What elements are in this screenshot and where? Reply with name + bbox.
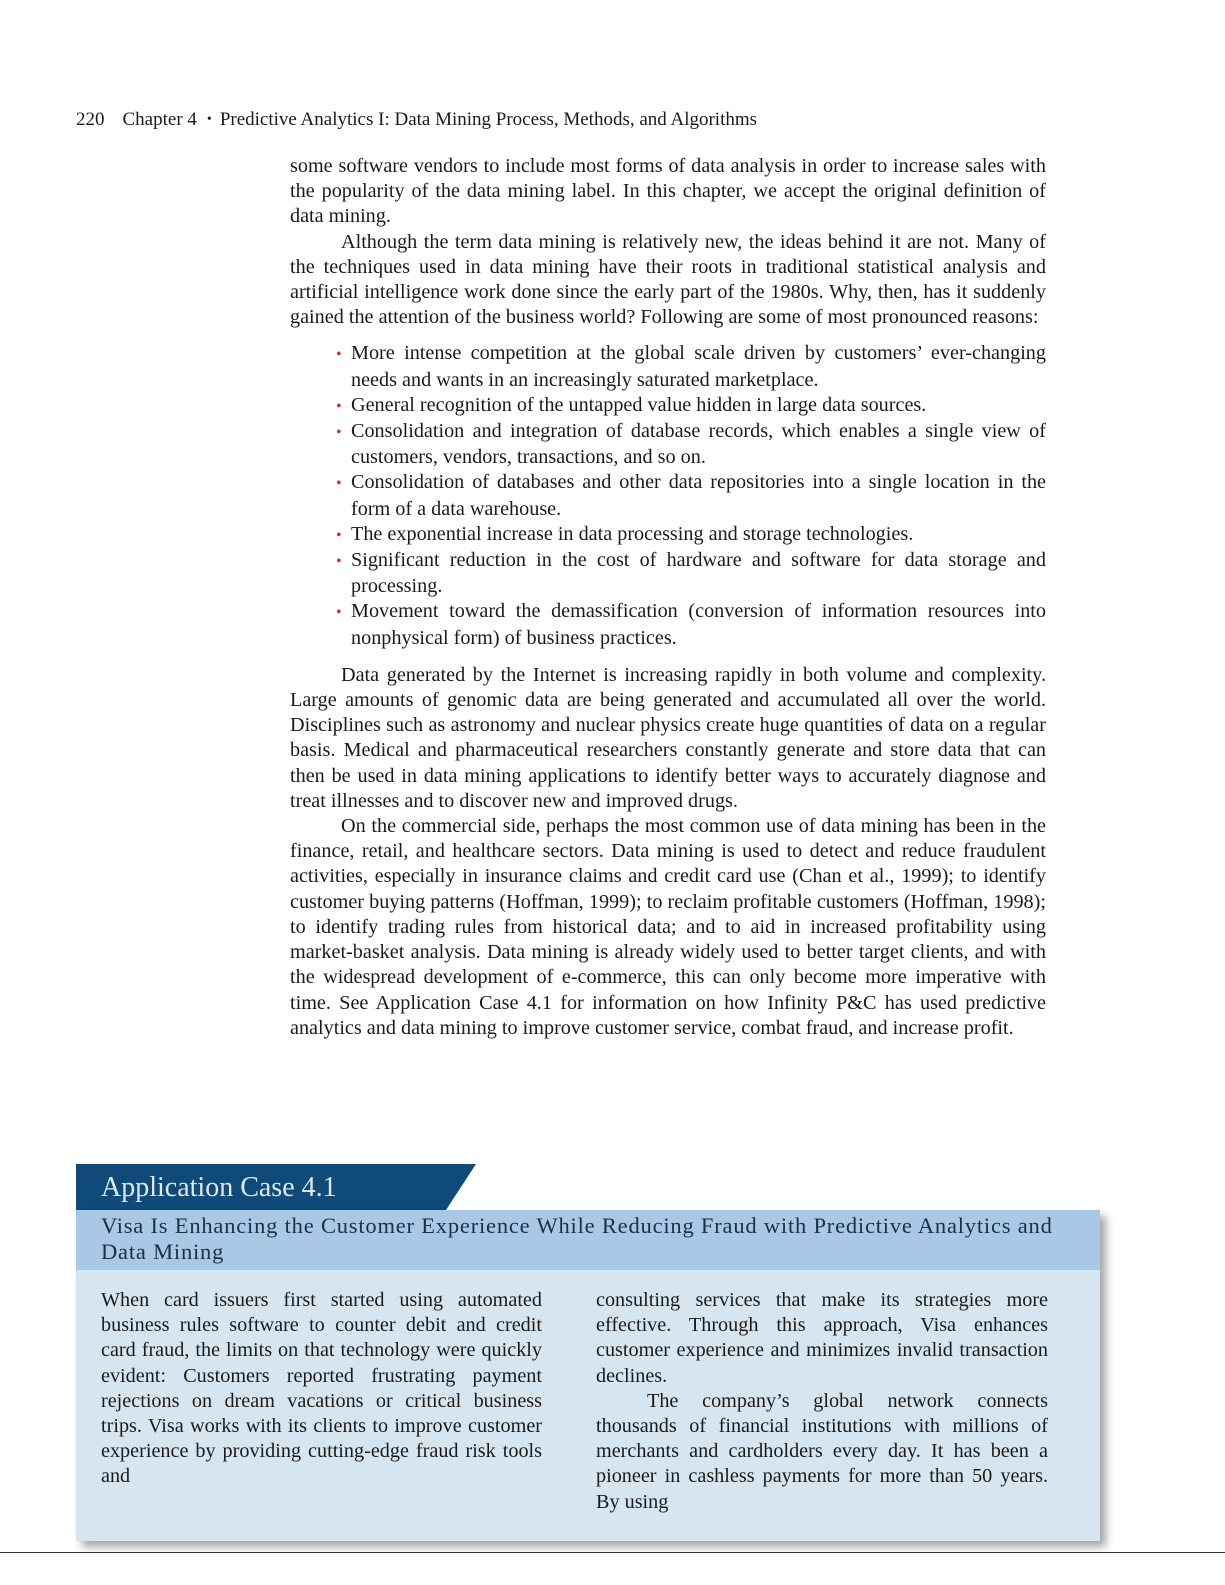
- application-case-box: [76, 1164, 1100, 1541]
- list-item: • General recognition of the untapped value hidden in large data sources.: [336, 393, 1046, 419]
- paragraph: some software vendors to include most forms of data analysis in order to increase sales with the popularity of the data mining label. In this chapter, we accept the original definition of data mining.: [290, 155, 1046, 228]
- reasons-list: [290, 341, 1046, 650]
- paragraph: When card issuers first started using automated business rules software to counter debit and credit card fraud, the limits on that technology were quickly evident: Customers reported frustrating payment rejections on dream vacations or critical business trips. Visa works with its clients to improve customer experience by providing cutting-edge fraud risk tools and: [101, 1289, 542, 1488]
- list-item: • More intense competition at the global scale driven by customers’ ever-changing needs and wants in an increasingly saturated marketplace.: [336, 342, 1046, 391]
- paragraph: consulting services that make its strategies more effective. Through this approach, Visa enhances customer experience and minimizes invalid transaction declines.: [596, 1289, 1048, 1387]
- left-column: [101, 1288, 542, 1515]
- bullet-icon: •: [336, 475, 342, 493]
- bottom-divider: [0, 1552, 1225, 1553]
- running-header: [76, 108, 757, 132]
- paragraph: Although the term data mining is relatively new, the ideas behind it are not. Many of the techniques used in data mining have their roots in traditional statistical analysis and artificial intelligence work done since the early part of the 1980s. Why, then, has it suddenly gained the attention of the business world? Following are some of most pronounced reasons:: [290, 230, 1046, 329]
- paragraph: On the commercial side, perhaps the most common use of data mining has been in the finance, retail, and healthcare sectors. Data mining is used to detect and reduce fraudulent activities, especially in insurance claims and credit card use (Chan et al., 1999); to identify customer buying patterns (Hoffman, 1999); to reclaim profitable customers (Hoffman, 1998); to identify trading rules from historical data; and to aid in increased profitability using market-basket analysis. Data mining is already widely used to better target clients, and with the widespread development of e-commerce, this can only become more imperative with time. See Application Case 4.1 for information on how Infinity P&C has used predictive analytics and data mining to improve customer service, combat fraud, and increase profit.: [290, 815, 1046, 1039]
- bullet-icon: •: [336, 526, 342, 544]
- header-separator: •: [206, 112, 212, 127]
- page-number: 220: [76, 109, 105, 130]
- bullet-icon: •: [336, 397, 342, 415]
- chapter-title: Predictive Analytics I: Data Mining Process, Methods, and Algorithms: [219, 109, 758, 130]
- bullet-icon: •: [336, 553, 342, 571]
- chapter-label: Chapter 4: [122, 109, 197, 130]
- right-column: [596, 1288, 1048, 1515]
- paragraph: Data generated by the Internet is increasing rapidly in both volume and complexity. Large amounts of genomic data are being generated and accumulated all over the world. Disciplines such as astronomy and nuclear physics create huge quantities of data on a regular basis. Medical and pharmaceutical researchers constantly generate and store data that can then be used in data mining applications to identify better ways to accurately diagnose and treat illnesses and to discover new and improved drugs.: [290, 663, 1046, 812]
- paragraph: The company’s global network connects thousands of financial institutions with millions of merchants and cardholders every day. It has been a pioneer in cashless payments for more than 50 years. By using: [596, 1389, 1048, 1513]
- bullet-icon: •: [336, 604, 342, 622]
- list-item: • Significant reduction in the cost of hardware and software for data storage and processing.: [336, 549, 1046, 598]
- bullet-icon: •: [336, 424, 342, 442]
- bullet-icon: •: [336, 346, 342, 364]
- application-case-title: Visa Is Enhancing the Customer Experience While Reducing Fraud with Predictive Analytics and Data Mining: [76, 1210, 1100, 1270]
- main-text: [290, 154, 1046, 1041]
- list-item: • Consolidation and integration of database records, which enables a single view of customers, vendors, transactions, and so on.: [336, 420, 1046, 469]
- list-item: • Movement toward the demassification (conversion of information resources into nonphysical form) of business practices.: [336, 600, 1046, 649]
- list-item: • The exponential increase in data processing and storage technologies.: [336, 522, 1046, 548]
- application-case-label: Application Case 4.1: [76, 1164, 446, 1210]
- application-case-content: [76, 1210, 1100, 1541]
- list-item: • Consolidation of databases and other data repositories into a single location in the form of a data warehouse.: [336, 471, 1046, 520]
- application-case-columns: [76, 1270, 1100, 1541]
